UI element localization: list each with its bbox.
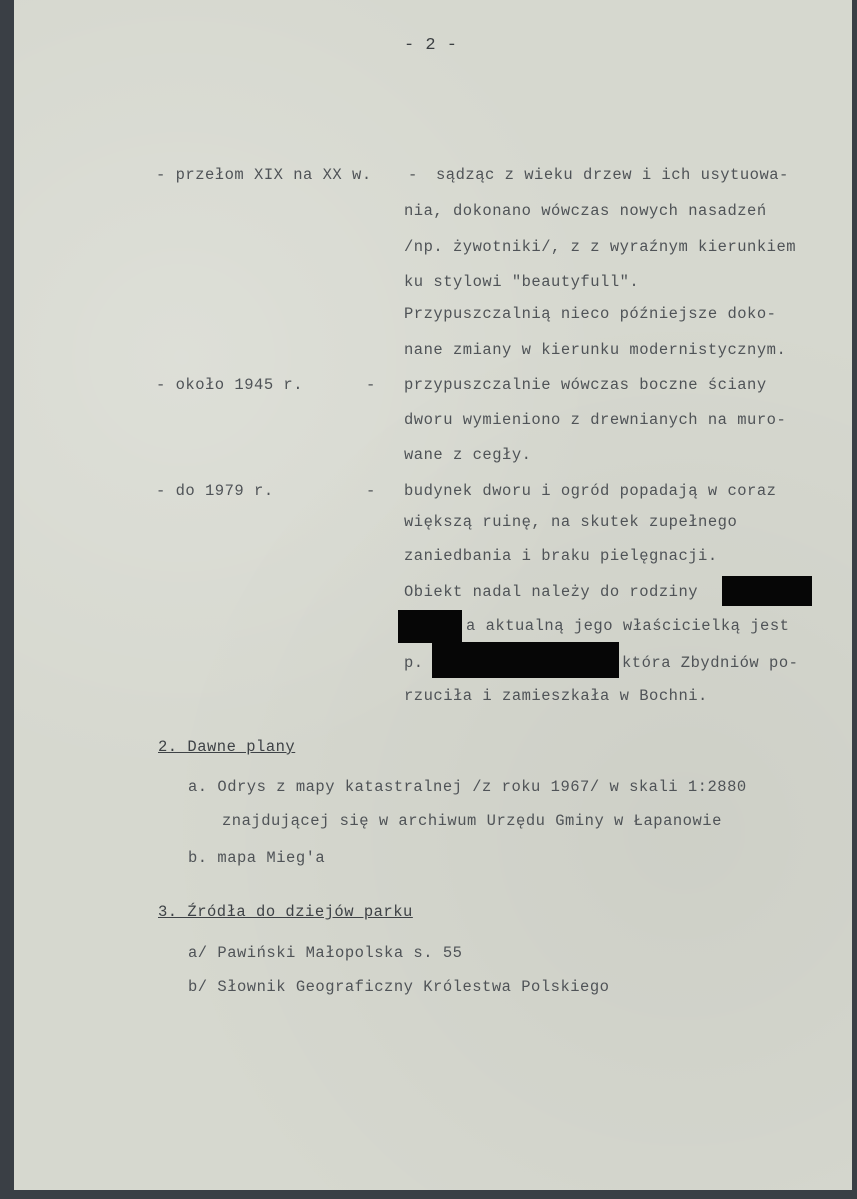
entry-line: ku stylowi "beautyfull".: [404, 273, 640, 291]
entry-line: zaniedbania i braku pielęgnacji.: [404, 547, 718, 565]
entry-line: budynek dworu i ogród popadają w coraz: [404, 482, 777, 500]
list-item: b. mapa Mieg'a: [188, 849, 326, 867]
section-heading: 2. Dawne plany: [158, 738, 296, 756]
section-heading: 3. Źródła do dziejów parku: [158, 903, 413, 921]
entry-line: Przypuszczalnią nieco późniejsze doko-: [404, 305, 777, 323]
redaction-bar: [432, 642, 619, 678]
entry-line: sądząc z wieku drzew i ich usytuowa-: [436, 166, 789, 184]
entry-line: przypuszczalnie wówczas boczne ściany: [404, 376, 767, 394]
entry-line: a aktualną jego właścicielką jest: [466, 617, 790, 635]
list-item: a/ Pawiński Małopolska s. 55: [188, 944, 463, 962]
redaction-bar: [722, 576, 812, 606]
entry-line: wane z cegły.: [404, 446, 532, 464]
period-dash: -: [366, 482, 376, 500]
entry-line: która Zbydniów po-: [622, 654, 799, 672]
period-dash: -: [366, 376, 376, 394]
period-label: - około 1945 r.: [156, 376, 304, 394]
page-number: - 2 -: [404, 36, 458, 55]
entry-line: rzuciła i zamieszkała w Bochni.: [404, 687, 708, 705]
entry-line: p.: [404, 654, 424, 672]
period-label: - przełom XIX na XX w.: [156, 166, 372, 184]
entry-line: /np. żywotniki/, z z wyraźnym kierunkiem: [404, 238, 797, 256]
list-item: znajdującej się w archiwum Urzędu Gminy w Łapanowie: [222, 812, 722, 830]
entry-line: dworu wymieniono z drewnianych na muro-: [404, 411, 787, 429]
entry-line: Obiekt nadal należy do rodziny: [404, 583, 699, 601]
entry-line: nane zmiany w kierunku modernistycznym.: [404, 341, 787, 359]
period-dash: -: [408, 166, 418, 184]
list-item: b/ Słownik Geograficzny Królestwa Polskiego: [188, 978, 610, 996]
entry-line: nia, dokonano wówczas nowych nasadzeń: [404, 202, 767, 220]
list-item: a. Odrys z mapy katastralnej /z roku 1967/ w skali 1:2880: [188, 778, 747, 796]
entry-line: większą ruinę, na skutek zupełnego: [404, 513, 738, 531]
redaction-bar: [398, 610, 462, 643]
period-label: - do 1979 r.: [156, 482, 274, 500]
